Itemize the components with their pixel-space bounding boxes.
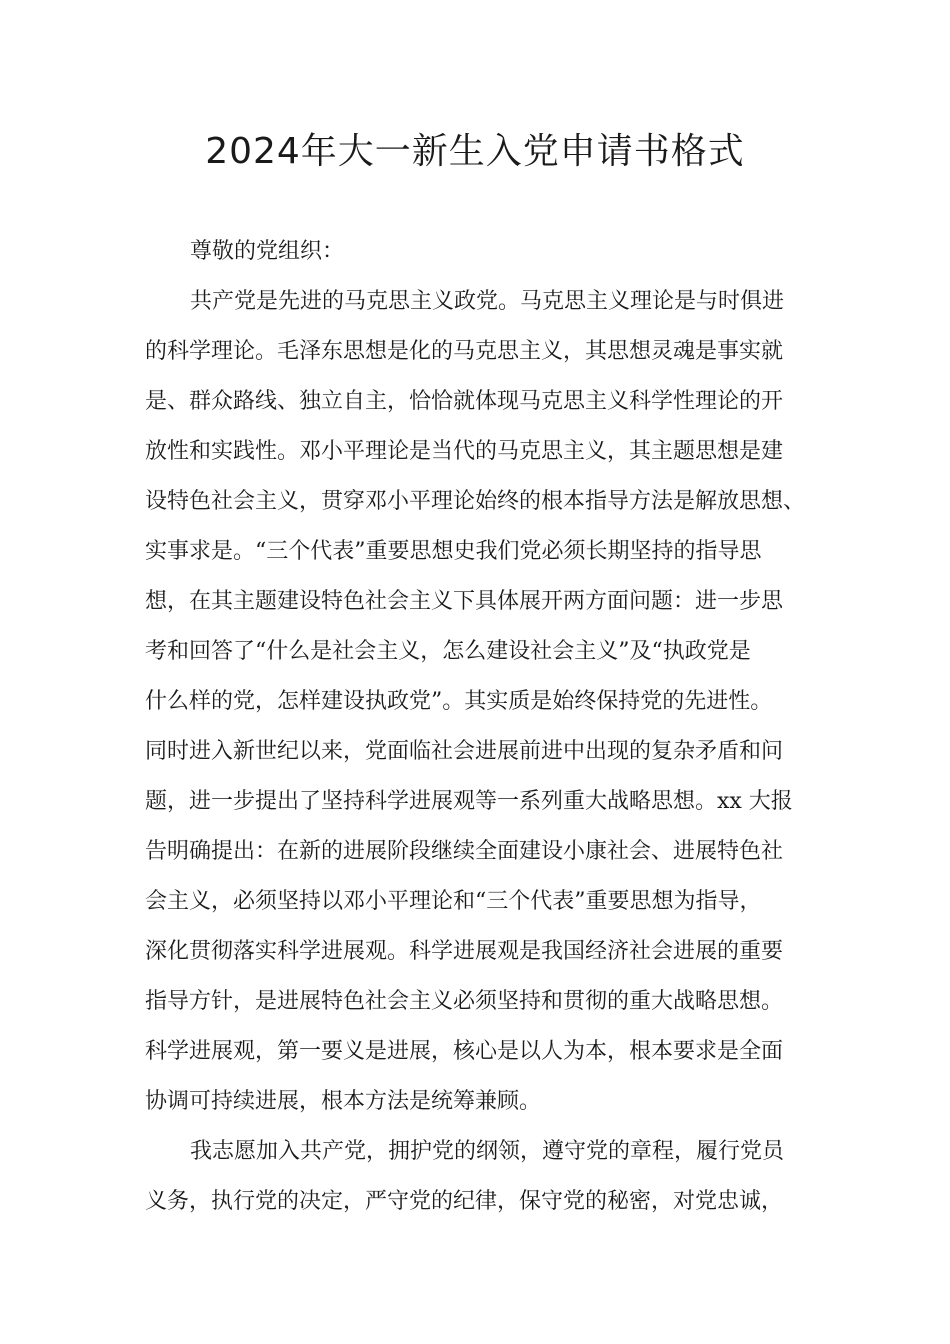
- document-title: 2024年大一新生入党申请书格式: [205, 131, 745, 172]
- paragraph-line: 实事求是。“三个代表”重要思想史我们党必须长期坚持的指导思: [145, 539, 762, 564]
- paragraph-line: 义务，执行党的决定，严守党的纪律，保守党的秘密，对党忠诚，: [145, 1189, 784, 1214]
- paragraph-line: 深化贯彻落实科学进展观。科学进展观是我国经济社会进展的重要: [145, 939, 784, 964]
- paragraph-line: 设特色社会主义，贯穿邓小平理论始终的根本指导方法是解放思想、: [145, 489, 806, 514]
- paragraph-line: 科学进展观，第一要义是进展，核心是以人为本，根本要求是全面: [145, 1039, 784, 1064]
- paragraph-line: 我志愿加入共产党，拥护党的纲领，遵守党的章程，履行党员: [190, 1139, 785, 1164]
- salutation: 尊敬的党组织：: [190, 239, 345, 264]
- paragraph-line: 会主义，必须坚持以邓小平理论和“三个代表”重要思想为指导，: [145, 889, 762, 914]
- paragraph-line: 告明确提出：在新的进展阶段继续全面建设小康社会、进展特色社: [145, 839, 784, 864]
- paragraph-line: 指导方针，是进展特色社会主义必须坚持和贯彻的重大战略思想。: [145, 989, 784, 1014]
- paragraph-line: 想，在其主题建设特色社会主义下具体展开两方面问题：进一步思: [145, 589, 784, 614]
- paragraph-line: 放性和实践性。邓小平理论是当代的马克思主义，其主题思想是建: [145, 439, 784, 464]
- paragraph-line: 的科学理论。毛泽东思想是化的马克思主义，其思想灵魂是事实就: [145, 339, 784, 364]
- paragraph-line: 共产党是先进的马克思主义政党。马克思主义理论是与时俱进: [190, 289, 785, 314]
- paragraph-line: 协调可持续进展，根本方法是统筹兼顾。: [145, 1089, 542, 1114]
- paragraph-line: 考和回答了“什么是社会主义，怎么建设社会主义”及“执政党是: [145, 639, 751, 664]
- paragraph-line: 是、群众路线、独立自主，恰恰就体现马克思主义科学性理论的开: [145, 389, 784, 414]
- paragraph-line: 同时进入新世纪以来，党面临社会进展前进中出现的复杂矛盾和问: [145, 739, 784, 764]
- paragraph-line: 什么样的党，怎样建设执政党”。其实质是始终保持党的先进性。: [145, 689, 773, 714]
- paragraph-line: 题，进一步提出了坚持科学进展观等一系列重大战略思想。xx 大报: [145, 789, 793, 814]
